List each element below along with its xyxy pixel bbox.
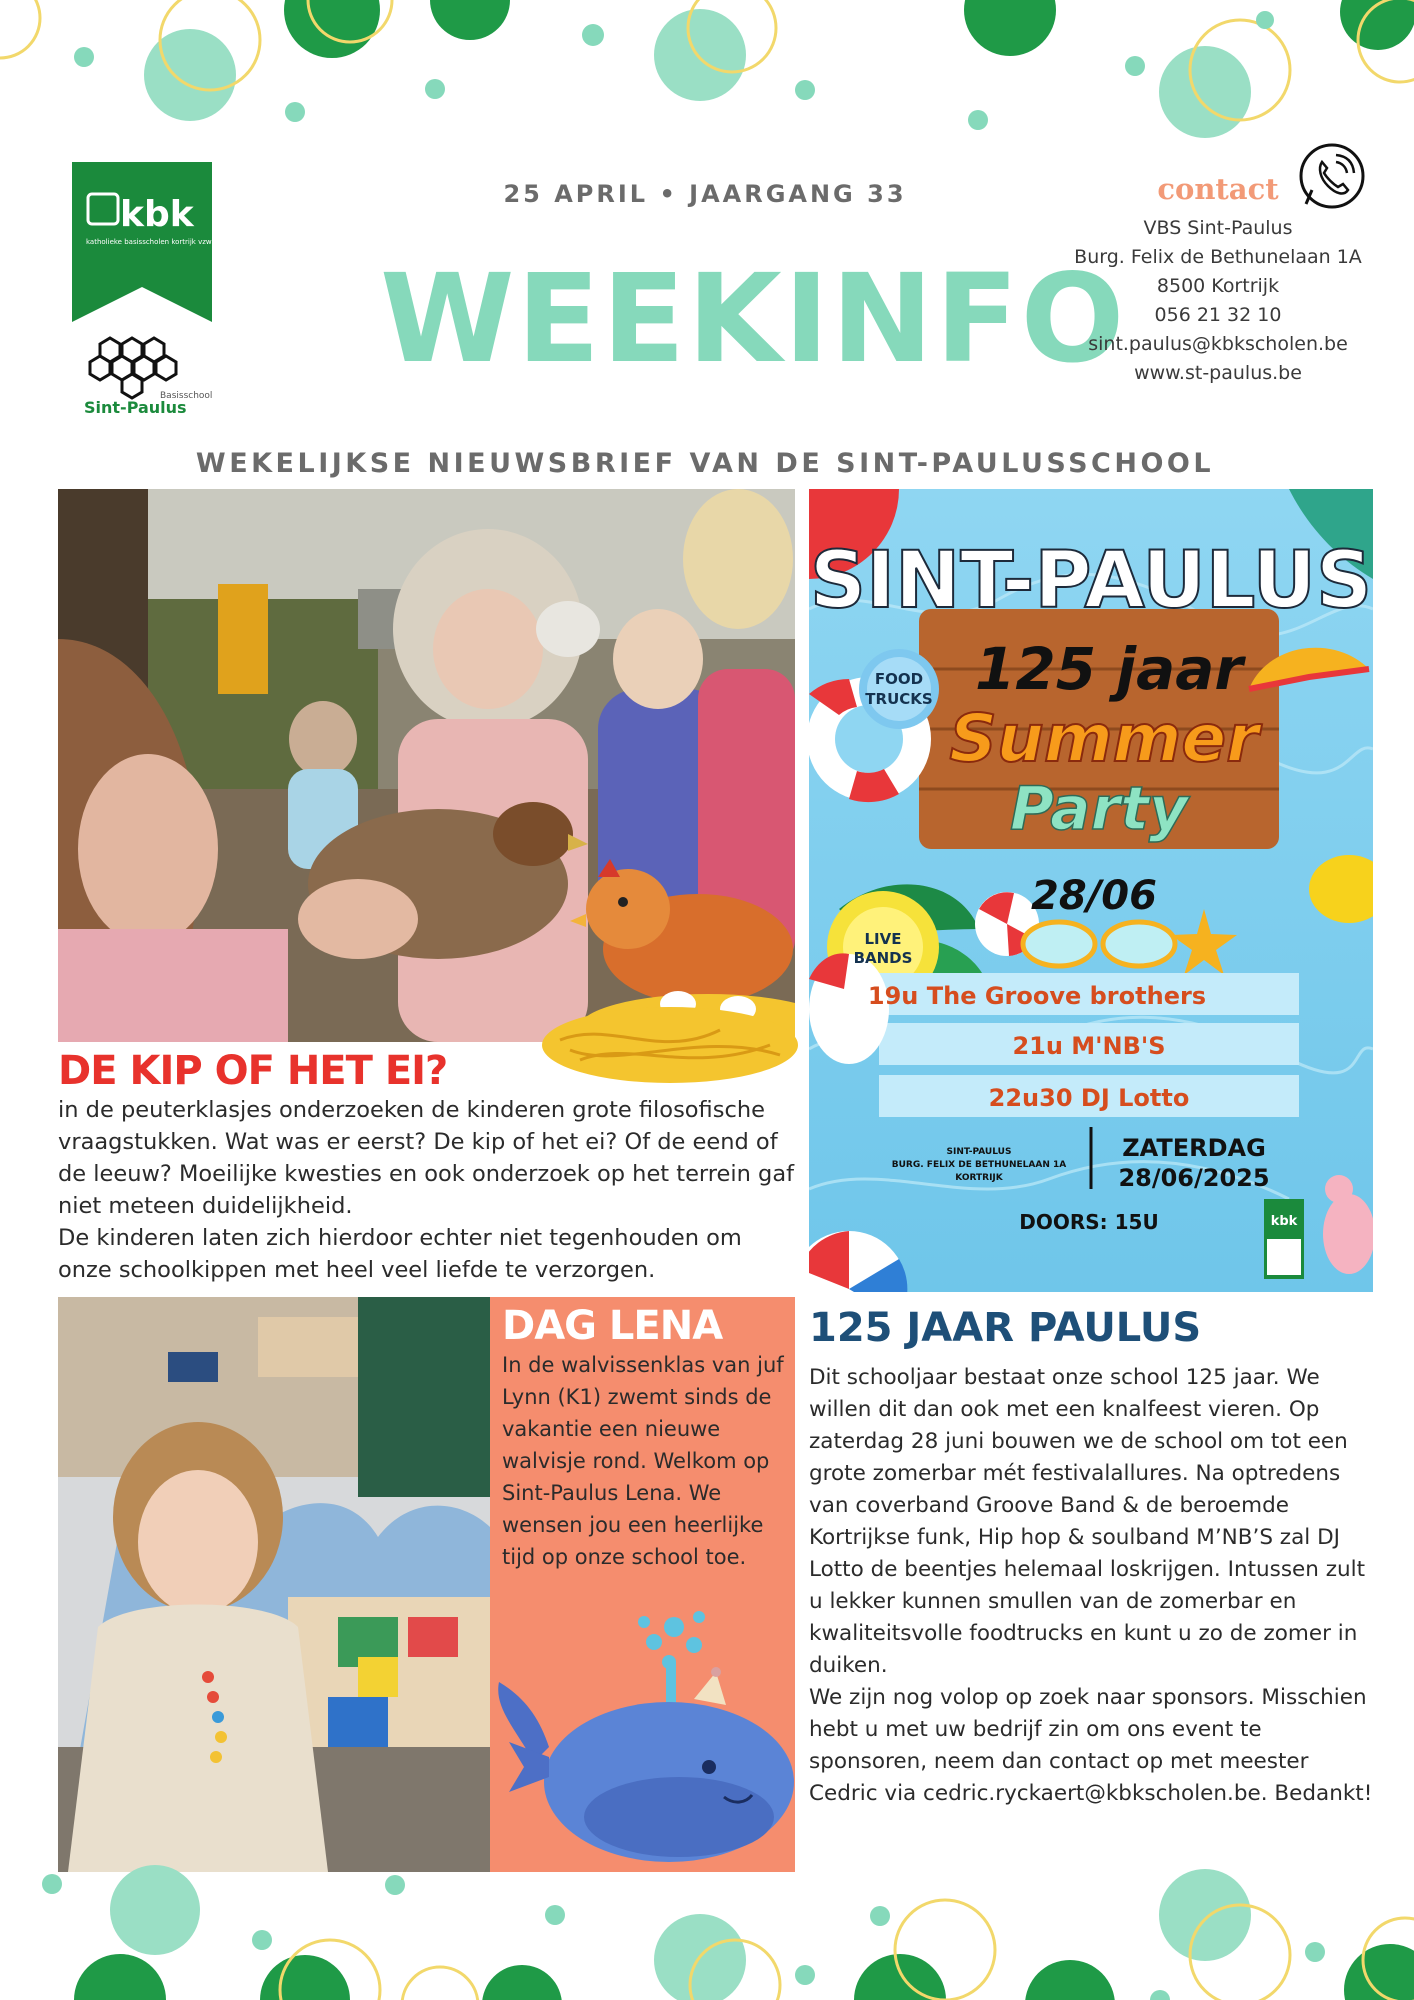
contact-email[interactable]: sint.paulus@kbkscholen.be bbox=[1088, 333, 1348, 355]
jubilee-heading: 125 JAAR PAULUS bbox=[809, 1305, 1202, 1351]
top-dot-decoration bbox=[0, 0, 1414, 140]
poster-lineup-2: 21u M'NB'S bbox=[1012, 1032, 1166, 1060]
contact-details bbox=[1046, 214, 1390, 388]
poster-lineup-1: 19u The Groove brothers bbox=[867, 982, 1207, 1010]
jubilee-paragraph-1: Dit schooljaar bestaat onze school 125 jaar. We willen dit dan ook met een knalfeest vieren. Op zaterdag 28 juni bouwen we de school om tot een grote zomerbar mét festivalallures. Na optredens van coverband Groove Band & de beroemde Kortrijkse funk, Hip hop & soulband M’NB’S zal DJ Lotto de beentjes helemaal loskrijgen. Intussen zult u lekker kunnen smullen van de zomerbar en kwaliteitsvolle foodtrucks en kunt u zo de zomer in duiken. bbox=[809, 1365, 1366, 1678]
poster-doors: DOORS: 15U bbox=[1019, 1210, 1159, 1234]
contact-heading: contact bbox=[1157, 172, 1279, 206]
poster-live-bands-line2: BANDS bbox=[853, 949, 913, 967]
kbk-logo bbox=[72, 162, 212, 322]
school-type-label: Basisschool bbox=[160, 391, 213, 401]
poster-party: Party bbox=[1009, 774, 1189, 844]
kip-heading: DE KIP OF HET EI? bbox=[58, 1048, 448, 1094]
jubilee-body bbox=[809, 1362, 1379, 1810]
poster-lineup-3: 22u30 DJ Lotto bbox=[988, 1084, 1190, 1112]
kbk-logo-text: kbk bbox=[120, 194, 194, 235]
lena-article-panel bbox=[490, 1297, 795, 1872]
kip-paragraph-1: in de peuterklasjes onderzoeken de kinderen grote filosofische vraagstukken. Wat was er eerst? De kip of het ei? Of de eend of de leeuw? Moeilijke kwesties en ook onderzoek op het terrein gaf niet meteen duidelijkheid. bbox=[58, 1097, 795, 1219]
kip-body bbox=[58, 1094, 798, 1286]
contact-street: Burg. Felix de Bethunelaan 1A bbox=[1074, 246, 1362, 268]
lena-classroom-photo bbox=[58, 1297, 490, 1872]
straw-nest-illustration bbox=[540, 1000, 800, 1095]
contact-phone: 056 21 32 10 bbox=[1154, 304, 1282, 326]
poster-title: SINT-PAULUS bbox=[809, 536, 1373, 626]
poster-food-trucks-line2: TRUCKS bbox=[865, 690, 933, 708]
kip-paragraph-2: De kinderen laten zich hierdoor echter niet tegenhouden om onze schoolkippen met heel veel liefde te verzorgen. bbox=[58, 1225, 742, 1283]
issue-date-line: 25 APRIL • JAARGANG 33 bbox=[503, 180, 907, 208]
poster-date-full: 28/06/2025 bbox=[1118, 1164, 1270, 1192]
poster-address-3: KORTRIJK bbox=[955, 1173, 1003, 1183]
school-logo-name: Sint-Paulus bbox=[84, 398, 187, 417]
newsletter-subtitle: WEKELIJKSE NIEUWSBRIEF VAN DE SINT-PAULUSSCHOOL bbox=[195, 448, 1215, 479]
lena-heading: DAG LENA bbox=[502, 1303, 723, 1349]
poster-years: 125 jaar bbox=[974, 635, 1244, 703]
poster-food-trucks-line1: FOOD bbox=[874, 670, 924, 688]
poster-summer: Summer bbox=[949, 700, 1259, 777]
poster-kbk-logo: kbk bbox=[1270, 1214, 1298, 1229]
poster-day: ZATERDAG bbox=[1122, 1134, 1266, 1162]
whale-illustration bbox=[494, 1607, 794, 1872]
bottom-dot-decoration bbox=[0, 1860, 1414, 2000]
contact-website[interactable]: www.st-paulus.be bbox=[1134, 362, 1302, 384]
jubilee-paragraph-2: We zijn nog volop op zoek naar sponsors. Misschien hebt u met uw bedrijf zin om ons event te sponsoren, neem dan contact op met meester Cedric via cedric.ryckaert@kbkscholen.be. Bedankt! bbox=[809, 1685, 1373, 1806]
contact-city: 8500 Kortrijk bbox=[1156, 275, 1280, 297]
poster-date-short: 28/06 bbox=[1031, 873, 1157, 919]
phone-icon bbox=[1296, 140, 1368, 212]
poster-address-1: SINT-PAULUS bbox=[946, 1147, 1012, 1157]
kbk-logo-subtext: katholieke basisscholen kortrijk vzw bbox=[86, 238, 212, 246]
lena-body: In de walvissenklas van juf Lynn (K1) zwemt sinds de vakantie een nieuwe walvisje rond. Welkom op Sint-Paulus Lena. We wensen jou een heerlijke tijd op onze school toe. bbox=[502, 1353, 784, 1569]
masthead-title: WEEKINFO bbox=[380, 248, 1127, 390]
summer-party-poster bbox=[809, 489, 1373, 1292]
chicken-photo bbox=[58, 489, 795, 1042]
poster-live-bands-line1: LIVE bbox=[864, 930, 902, 948]
contact-school: VBS Sint-Paulus bbox=[1143, 217, 1293, 239]
poster-address-2: BURG. FELIX DE BETHUNELAAN 1A bbox=[891, 1160, 1067, 1170]
